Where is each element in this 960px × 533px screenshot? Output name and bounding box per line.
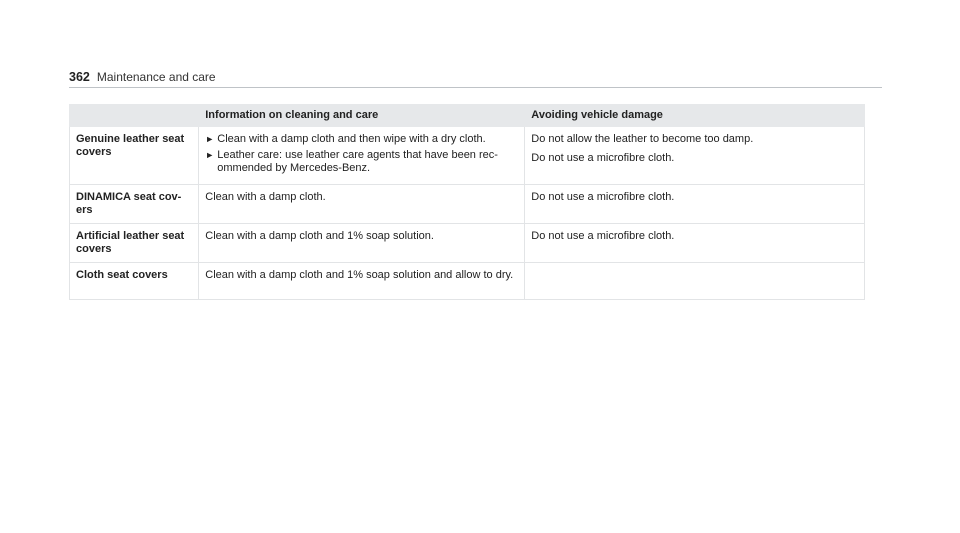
- bullet-icon: ►: [205, 134, 215, 144]
- section-title: Maintenance and care: [96, 70, 216, 84]
- row-item-label: Cloth seat covers: [70, 263, 199, 300]
- page-number: 362: [69, 70, 90, 84]
- row-item-label: DINAMICA seat cov-ers: [70, 185, 199, 224]
- bullet-icon: ►: [205, 150, 215, 160]
- row-info-cell: [199, 127, 525, 185]
- column-header-item: [70, 105, 199, 127]
- page-header: [69, 70, 882, 88]
- cleaning-care-table: [69, 104, 865, 300]
- row-info-cell: Clean with a damp cloth and 1% soap solution.: [199, 224, 525, 263]
- table-row: [70, 263, 865, 300]
- list-item: ► Clean with a damp cloth and then wipe with a dry cloth.: [205, 133, 486, 145]
- row-info-cell: Clean with a damp cloth and 1% soap solution and allow to dry.: [199, 263, 525, 300]
- avoid-text: Do not use a microfibre cloth.: [531, 230, 675, 242]
- row-avoid-cell: [525, 224, 865, 263]
- avoid-text: Do not allow the leather to become too damp.: [531, 133, 754, 145]
- table-header-row: [70, 105, 865, 127]
- table-row: [70, 127, 865, 185]
- column-header-avoid: Avoiding vehicle damage: [525, 105, 865, 127]
- row-item-label: Artificial leather seat covers: [70, 224, 199, 263]
- info-bullet-list: [205, 133, 518, 175]
- row-avoid-cell: [525, 263, 865, 300]
- avoid-text: Do not use a microfibre cloth.: [531, 191, 675, 203]
- avoid-text: Do not use a microfibre cloth.: [531, 152, 675, 164]
- table-row: [70, 185, 865, 224]
- row-avoid-cell: [525, 185, 865, 224]
- list-item: ► Leather care: use leather care agents that have been rec-ommended by Mercedes-Benz.: [205, 149, 498, 174]
- column-header-info: Information on cleaning and care: [199, 105, 525, 127]
- row-avoid-cell: [525, 127, 865, 185]
- row-info-cell: Clean with a damp cloth.: [199, 185, 525, 224]
- row-item-label: Genuine leather seat covers: [70, 127, 199, 185]
- table-row: [70, 224, 865, 263]
